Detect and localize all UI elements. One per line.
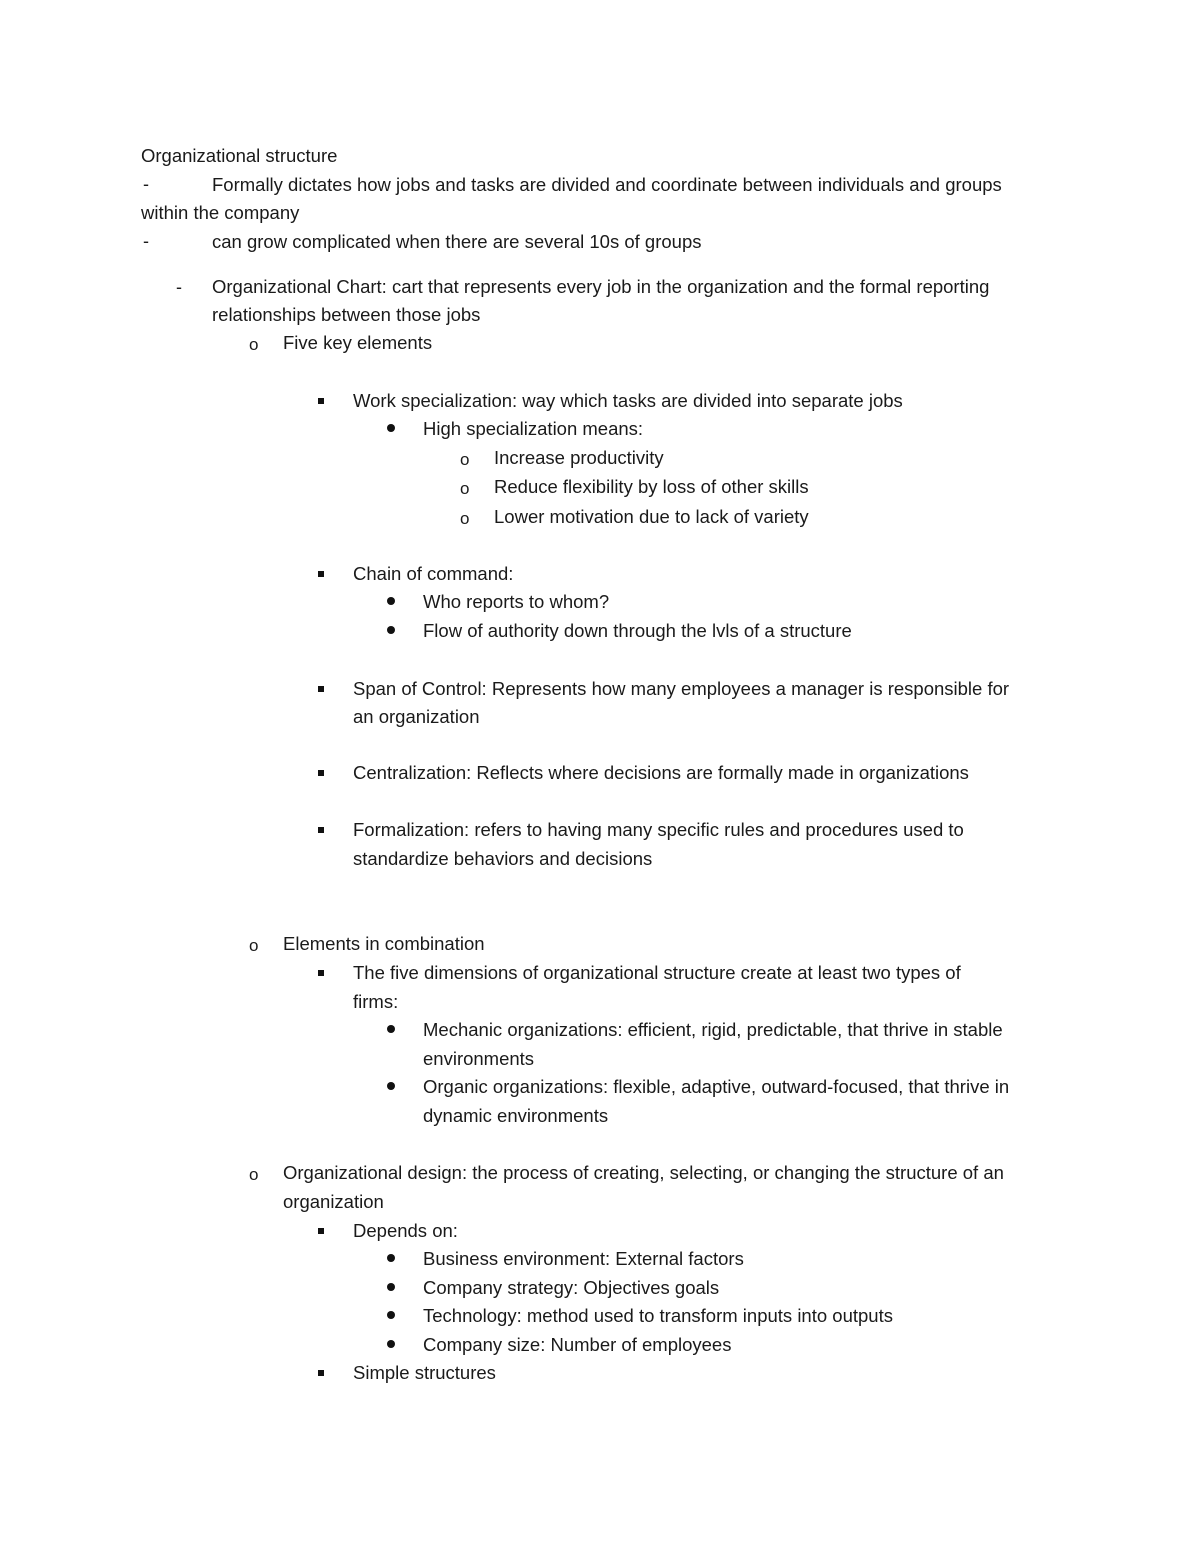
square-bullet bbox=[318, 398, 324, 404]
dash-marker: - bbox=[143, 231, 149, 251]
list-item-text: firms: bbox=[353, 991, 399, 1012]
list-item-text: Chain of command: bbox=[353, 563, 514, 584]
list-item-text: High specialization means: bbox=[423, 418, 644, 439]
list-item-text: Span of Control: Represents how many employees a manager is responsible for bbox=[353, 678, 1010, 699]
circle-marker: o bbox=[249, 335, 259, 354]
round-bullet bbox=[387, 1082, 395, 1090]
list-item-text: Technology: method used to transform inputs into outputs bbox=[423, 1305, 893, 1326]
list-item-text: Five key elements bbox=[283, 332, 433, 353]
square-bullet bbox=[318, 571, 324, 577]
list-item-text: Elements in combination bbox=[283, 933, 485, 954]
square-bullet bbox=[318, 686, 324, 692]
list-item-text: Depends on: bbox=[353, 1220, 458, 1241]
list-item-text: Company strategy: Objectives goals bbox=[423, 1277, 720, 1298]
list-item-text: Formally dictates how jobs and tasks are divided and coordinate between individuals and groups bbox=[212, 174, 1002, 195]
dash-marker: - bbox=[176, 277, 182, 297]
square-bullet bbox=[318, 1370, 324, 1376]
list-item-text: Flow of authority down through the lvls of a structure bbox=[423, 620, 852, 641]
list-item-text: Lower motivation due to lack of variety bbox=[494, 506, 809, 527]
circle-marker: o bbox=[460, 509, 470, 528]
list-item-text: Organizational Chart: cart that represents every job in the organization and the formal reporting bbox=[212, 276, 990, 297]
list-item-text: Company size: Number of employees bbox=[423, 1334, 732, 1355]
list-item-text: Increase productivity bbox=[494, 447, 664, 468]
page-title: Organizational structure bbox=[141, 145, 338, 166]
square-bullet bbox=[318, 770, 324, 776]
dash-marker: - bbox=[143, 174, 149, 194]
square-bullet bbox=[318, 1228, 324, 1234]
square-bullet bbox=[318, 970, 324, 976]
round-bullet bbox=[387, 1340, 395, 1348]
list-item-text: Reduce flexibility by loss of other skills bbox=[494, 476, 809, 497]
list-item-text: within the company bbox=[141, 202, 300, 223]
circle-marker: o bbox=[460, 450, 470, 469]
list-item-text: Organic organizations: flexible, adaptive, outward-focused, that thrive in bbox=[423, 1076, 1010, 1097]
round-bullet bbox=[387, 1283, 395, 1291]
circle-marker: o bbox=[460, 479, 470, 498]
list-item-text: Business environment: External factors bbox=[423, 1248, 744, 1269]
round-bullet bbox=[387, 1311, 395, 1319]
round-bullet bbox=[387, 424, 395, 432]
list-item-text: Centralization: Reflects where decisions are formally made in organizations bbox=[353, 762, 969, 783]
list-item-text: can grow complicated when there are several 10s of groups bbox=[212, 231, 702, 252]
list-item-text: an organization bbox=[353, 706, 480, 727]
list-item-text: Who reports to whom? bbox=[423, 591, 610, 612]
list-item-text: Organizational design: the process of creating, selecting, or changing the structure of an bbox=[283, 1162, 1004, 1183]
list-item-text: relationships between those jobs bbox=[212, 304, 481, 325]
list-item-text: The five dimensions of organizational structure create at least two types of bbox=[353, 962, 961, 983]
list-item-text: Work specialization: way which tasks are divided into separate jobs bbox=[353, 390, 903, 411]
round-bullet bbox=[387, 597, 395, 605]
list-item-text: environments bbox=[423, 1048, 535, 1069]
list-item-text: organization bbox=[283, 1191, 384, 1212]
square-bullet bbox=[318, 827, 324, 833]
list-item-text: Simple structures bbox=[353, 1362, 496, 1383]
round-bullet bbox=[387, 1254, 395, 1262]
round-bullet bbox=[387, 1025, 395, 1033]
round-bullet bbox=[387, 626, 395, 634]
list-item-text: Formalization: refers to having many specific rules and procedures used to bbox=[353, 819, 964, 840]
circle-marker: o bbox=[249, 1165, 259, 1184]
list-item-text: dynamic environments bbox=[423, 1105, 609, 1126]
list-item-text: standardize behaviors and decisions bbox=[353, 848, 653, 869]
circle-marker: o bbox=[249, 936, 259, 955]
list-item-text: Mechanic organizations: efficient, rigid, predictable, that thrive in stable bbox=[423, 1019, 1003, 1040]
